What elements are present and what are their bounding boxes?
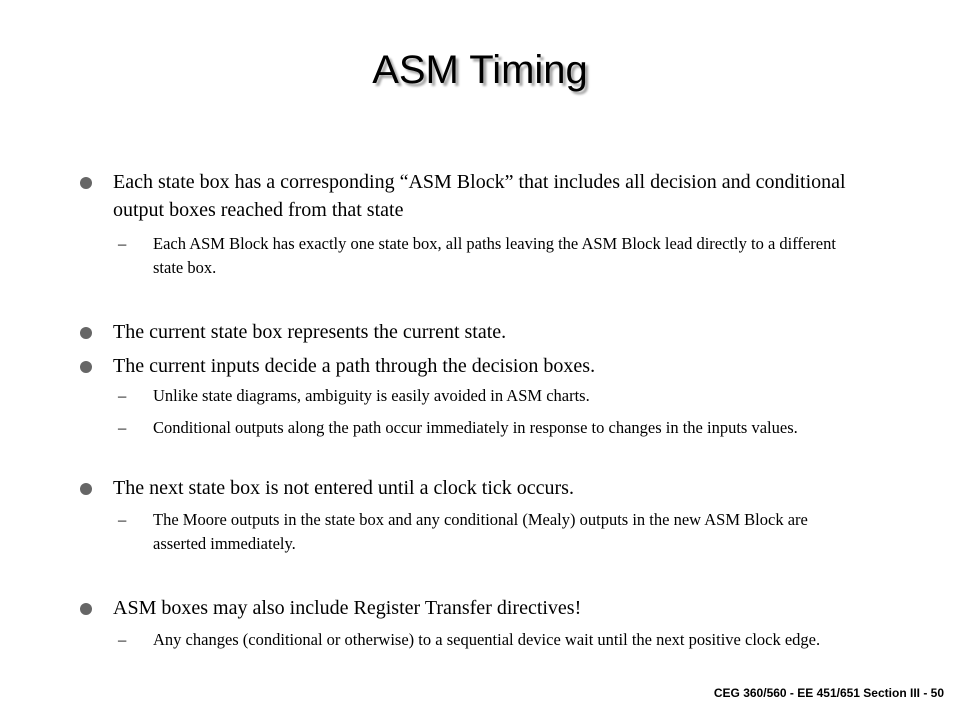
bullet-text: ASM boxes may also include Register Transfer directives! — [113, 597, 582, 619]
slide-title: ASM Timing — [372, 48, 588, 92]
sub-bullet-text: Each ASM Block has exactly one state box, all paths leaving the ASM Block lead directly to a different state box. — [153, 234, 836, 277]
sub-bullet-text: Unlike state diagrams, ambiguity is easily avoided in ASM charts. — [153, 386, 590, 405]
dash-marker: – — [118, 386, 127, 405]
slide-footer: CEG 360/560 - EE 451/651 Section III - 50 — [713, 686, 944, 700]
sub-bullet-text: Any changes (conditional or otherwise) to a sequential device wait until the next positive clock edge. — [153, 630, 821, 649]
bullet-dot-icon — [80, 361, 92, 373]
bullet-text: The current inputs decide a path through the decision boxes. — [113, 355, 596, 377]
bullet-text: The next state box is not entered until a clock tick occurs. — [113, 477, 574, 499]
sub-bullet-text: Conditional outputs along the path occur immediately in response to changes in the inputs values. — [153, 418, 798, 437]
bullet-dot-icon — [80, 327, 92, 339]
dash-marker: – — [118, 418, 127, 437]
dash-marker: – — [118, 510, 127, 529]
dash-marker: – — [118, 630, 127, 649]
bullet-text: Each state box has a corresponding “ASM Block” that includes all decision and conditional output boxes reached from that state — [113, 171, 846, 221]
bullet-dot-icon — [80, 603, 92, 615]
dash-marker: – — [118, 234, 127, 253]
bullet-text: The current state box represents the current state. — [113, 321, 507, 343]
bullet-dot-icon — [80, 177, 92, 189]
bullet-dot-icon — [80, 483, 92, 495]
sub-bullet-text: The Moore outputs in the state box and any conditional (Mealy) outputs in the new ASM Block are asserted immediately. — [153, 510, 808, 553]
